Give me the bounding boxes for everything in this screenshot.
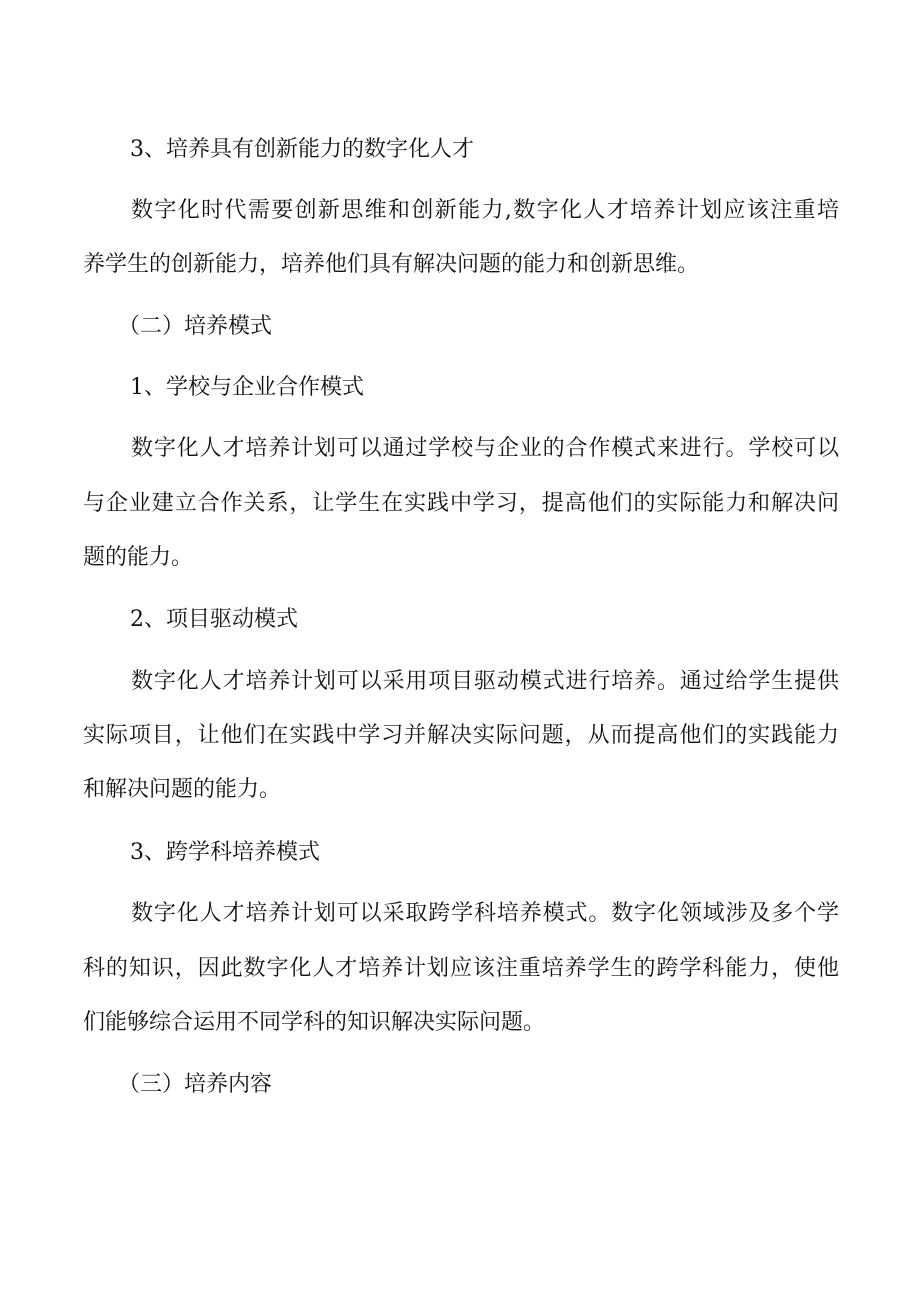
paragraph-line: 们能够综合运用不同学科的知识解决实际问题。 [83,1010,546,1035]
paragraph-line: 数字化时代需要创新思维和创新能力,数字化人才培养计划应该注重培 [131,198,839,223]
paragraph-line: 数字化人才培养计划可以采取跨学科培养模式。数字化领域涉及多个学 [131,901,839,926]
section-heading: 3、跨学科培养模式 [130,840,320,865]
paragraph-line: 和解决问题的能力。 [83,777,282,802]
paragraph-line: 数字化人才培养计划可以采用项目驱动模式进行培养。通过给学生提供 [131,669,839,694]
paragraph-line: 科的知识，因此数字化人才培养计划应该注重培养学生的跨学科能力，使他 [83,956,839,981]
chapter-heading: （二）培养模式 [118,314,273,339]
paragraph-line: 养学生的创新能力，培养他们具有解决问题的能力和创新思维。 [83,252,700,277]
section-heading: 1、学校与企业合作模式 [130,375,364,400]
chapter-heading: （三）培养内容 [118,1072,273,1097]
section-heading: 3、培养具有创新能力的数字化人才 [130,137,474,162]
paragraph-line: 题的能力。 [83,545,194,570]
paragraph-line: 实际项目，让他们在实践中学习并解决实际问题，从而提高他们的实践能力 [83,723,839,748]
section-heading: 2、项目驱动模式 [130,607,298,632]
paragraph-line: 与企业建立合作关系，让学生在实践中学习，提高他们的实际能力和解决问 [83,491,839,516]
paragraph-line: 数字化人才培养计划可以通过学校与企业的合作模式来进行。学校可以 [131,436,839,461]
